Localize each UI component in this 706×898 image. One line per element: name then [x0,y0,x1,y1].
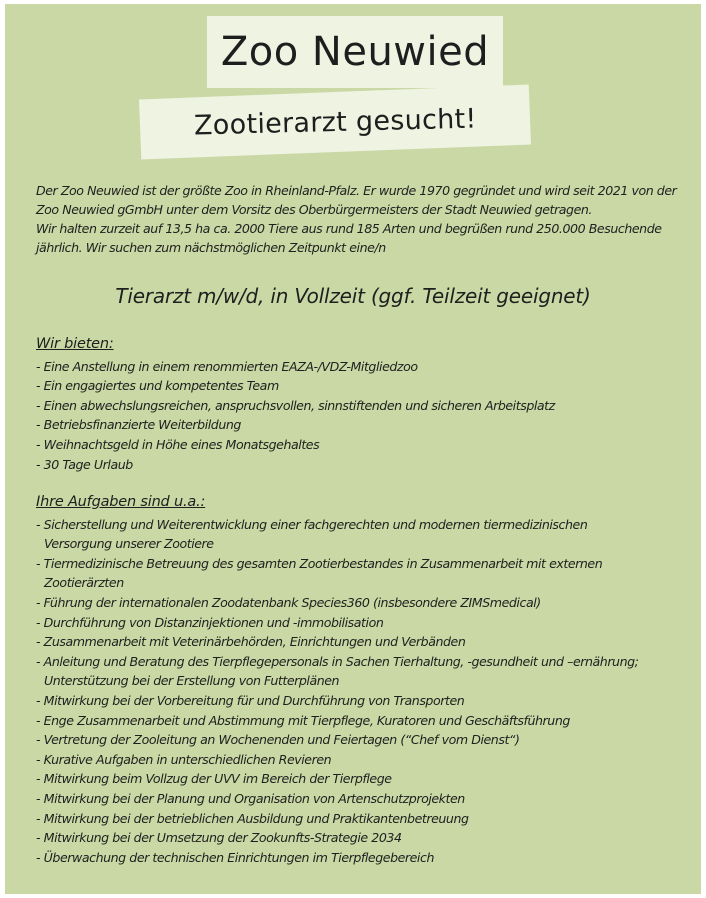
list-item: - Enge Zusammenarbeit und Abstimmung mit Tierpflege, Kuratoren und Geschäftsführung [36,712,570,728]
tasks-heading: Ihre Aufgaben sind u.a.: [36,494,206,510]
list-item: - Mitwirkung bei der Vorbereitung für und Durchführung von Transporten [36,692,465,708]
list-item: - Mitwirkung beim Vollzug der UVV im Bereich der Tierpflege [36,771,392,787]
list-item: - Mitwirkung bei der Umsetzung der Zookunfts-Strategie 2034 [36,830,402,846]
list-item: - Einen abwechslungsreichen, anspruchsvollen, sinnstiftenden und sicheren Arbeitsplatz [36,397,555,413]
list-item: - Führung der internationalen Zoodatenbank Species360 (insbesondere ZIMSmedical) [36,594,541,610]
list-item: - Zusammenarbeit mit Veterinärbehörden, Einrichtungen und Verbänden [36,634,466,650]
list-item: - Kurative Aufgaben in unterschiedlichen Revieren [36,751,332,767]
intro-paragraph-1: Der Zoo Neuwied ist der größte Zoo in Rheinland-Pfalz. Er wurde 1970 gegründet und wird seit 2021 von der Zoo Neuwied gGmbH unter dem Vorsitz des Oberbürgermeisters der Stadt Neuwied getragen. [36,183,677,217]
list-item: - Eine Anstellung in einem renommierten EAZA-/VDZ-Mitgliedzoo [36,358,418,374]
job-poster [5,4,701,894]
list-item: - Mitwirkung bei der betrieblichen Ausbildung und Praktikantenbetreuung [36,810,469,826]
list-item-line: - Sicherstellung und Weiterentwicklung einer fachgerechten und modernen tiermedizinischen [36,516,588,532]
list-item: - Ein engagiertes und kompetentes Team [36,378,279,394]
intro-text [36,181,686,257]
list-item [36,652,696,691]
list-item-continuation: Unterstützung bei der Erstellung von Futterplänen [44,673,340,689]
subtitle-box [139,85,531,160]
list-item: - Weihnachtsgeld in Höhe eines Monatsgehaltes [36,436,320,452]
tasks-list [36,515,696,868]
offer-heading: Wir bieten: [36,336,114,352]
intro-paragraph-2: Wir halten zurzeit auf 13,5 ha ca. 2000 Tiere aus rund 185 Arten und begrüßen rund 250.000 Besuchende jährlich. Wir suchen zum nächstmöglichen Zeitpunkt eine/n [36,221,662,255]
list-item: - Überwachung der technischen Einrichtungen im Tierpflegebereich [36,849,434,865]
list-item: - Mitwirkung bei der Planung und Organisation von Artenschutzprojekten [36,790,465,806]
tasks-section [36,493,696,867]
list-item [36,554,696,593]
offer-section [36,335,696,474]
poster-title: Zoo Neuwied [220,29,490,75]
list-item: - 30 Tage Urlaub [36,456,133,472]
list-item-line: - Anleitung und Beratung des Tierpflegepersonals in Sachen Tierhaltung, -gesundheit und –ernährung; [36,653,639,669]
poster-subtitle: Zootierarzt gesucht! [193,103,477,141]
list-item: - Betriebsfinanzierte Weiterbildung [36,417,241,433]
list-item-line: - Tiermedizinische Betreuung des gesamten Zootierbestandes in Zusammenarbeit mit externen [36,555,603,571]
list-item [36,515,696,554]
position-title: Tierarzt m/w/d, in Vollzeit (ggf. Teilzeit geeignet) [115,284,591,308]
list-item: - Vertretung der Zooleitung an Wochenenden und Feiertagen (“Chef vom Dienst“) [36,732,520,748]
offer-list [36,357,696,475]
list-item: - Durchführung von Distanzinjektionen und -immobilisation [36,614,384,630]
title-box [207,16,503,88]
list-item-continuation: Zootierärzten [44,575,124,591]
list-item-continuation: Versorgung unserer Zootiere [44,536,214,552]
